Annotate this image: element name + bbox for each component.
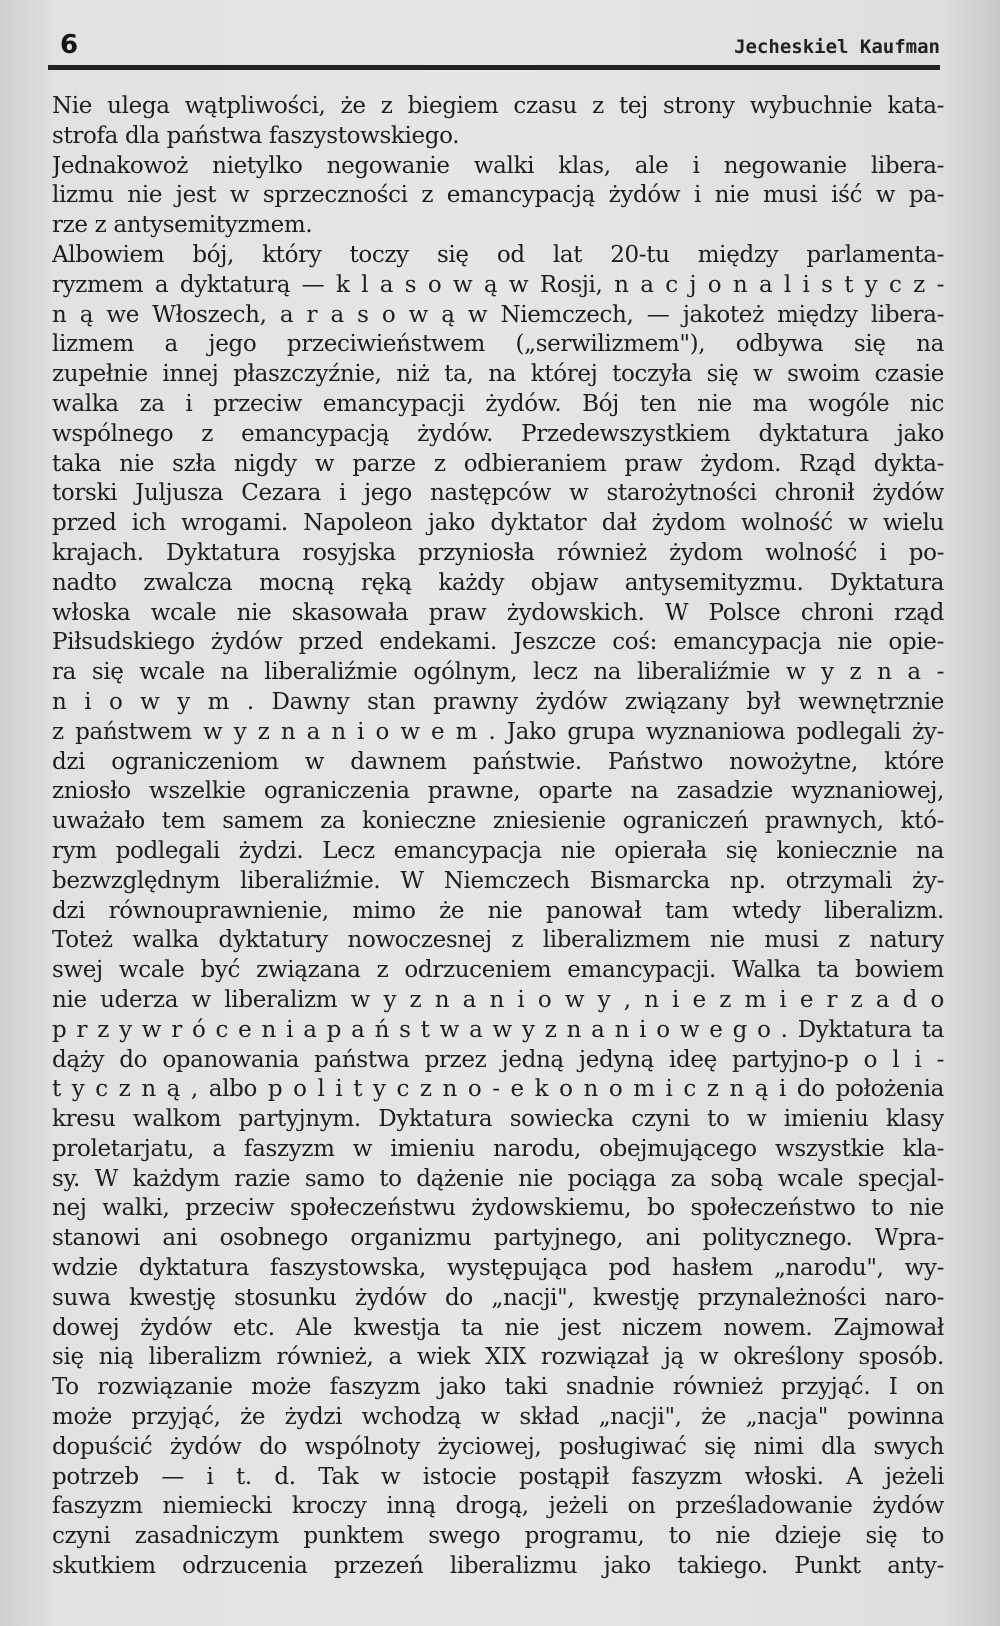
text-line: t y c z n ą , albo p o l i t y c z n o - e k o n o m i c z n ą i do położenia xyxy=(52,1076,944,1103)
text-line: potrzeb — i t. d. Tak w istocie postąpił faszyzm włoski. A jeżeli xyxy=(52,1463,944,1490)
text-line: dąży do opanowania państwa przez jedną jedyną ideę partyjno-p o l i - xyxy=(52,1046,944,1073)
body-text xyxy=(52,92,944,1582)
text-line: walka za i przeciw emancypacji żydów. Bój ten nie ma wogóle nic xyxy=(52,390,944,417)
text-line: zupełnie innej płaszczyźnie, niż ta, na której toczyła się w swoim czasie xyxy=(52,361,944,388)
text-line: krajach. Dyktatura rosyjska przyniosła również żydom wolność i po- xyxy=(52,539,944,566)
text-line: Albowiem bój, który toczy się od lat 20-tu między parlamenta- xyxy=(52,241,944,268)
text-line: nie uderza w liberalizm w y z n a n i o w y , n i e z m i e r z a d o xyxy=(52,986,944,1013)
text-line: dzi ograniczeniom w dawnem państwie. Państwo nowożytne, które xyxy=(52,748,944,775)
text-line: Nie ulega wątpliwości, że z biegiem czasu z tej strony wybuchnie kata- xyxy=(52,93,944,119)
text-line: torski Juljusza Cezara i jego następców w starożytności chronił żydów xyxy=(52,480,944,507)
text-line: lizmu nie jest w sprzeczności z emancypacją żydów i nie musi iść w pa- xyxy=(52,182,944,209)
text-line: proletarjatu, a faszyzm w imieniu narodu, obejmującego wszystkie kla- xyxy=(52,1135,944,1162)
text-line: lizmem a jego przeciwieństwem („serwilizmem"), odbywa się na xyxy=(52,331,944,358)
text-line: n i o w y m . Dawny stan prawny żydów związany był wewnętrznie xyxy=(52,688,944,715)
text-line: Piłsudskiego żydów przed endekami. Jeszcze coś: emancypacja nie opie- xyxy=(52,629,944,656)
text-line: sy. W każdym razie samo to dążenie nie pociąga za sobą wcale specjal- xyxy=(52,1165,944,1192)
text-line: nej walki, przeciw społeczeństwu żydowskiemu, bo społeczeństwo to nie xyxy=(52,1195,944,1222)
text-line: czyni zasadniczym punktem swego programu, to nie dzieje się to xyxy=(52,1523,944,1550)
text-line: włoska wcale nie skasowała praw żydowskich. W Polsce chroni rząd xyxy=(52,599,944,626)
text-line: kresu walkom partyjnym. Dyktatura sowiecka czyni to w imieniu klasy xyxy=(52,1106,944,1133)
text-line: n ą we Włoszech, a r a s o w ą w Niemczech, — jakoteż między libera- xyxy=(52,301,944,328)
text-line: przed ich wrogami. Napoleon jako dyktator dał żydom wolność w wielu xyxy=(52,510,944,537)
text-line: stanowi ani osobnego organizmu partyjnego, ani politycznego. Wpra- xyxy=(52,1225,944,1252)
page-number: 6 xyxy=(60,30,79,60)
text-line: strofa dla państwa faszystowskiego. xyxy=(52,122,460,149)
text-line: bezwzględnym liberaliźmie. W Niemczech Bismarcka np. otrzymali ży- xyxy=(52,867,944,894)
text-line: wdzie dyktatura faszystowska, występująca pod hasłem „narodu", wy- xyxy=(52,1255,944,1282)
text-line: może przyjąć, że żydzi wchodzą w skład „nacji", że „nacja" powinna xyxy=(52,1404,944,1431)
text-line: dowej żydów etc. Ale kwestja ta nie jest niczem nowem. Zajmował xyxy=(52,1314,944,1341)
text-line: z państwem w y z n a n i o w e m . Jako grupa wyznaniowa podlegali ży- xyxy=(52,718,944,745)
text-line: się nią liberalizm również, a wiek XIX rozwiązał ją w określony sposób. xyxy=(52,1344,944,1371)
text-line: skutkiem odrzucenia przezeń liberalizmu jako takiego. Punkt anty- xyxy=(52,1553,944,1580)
text-line: rym podlegali żydzi. Lecz emancypacja nie opierała się koniecznie na xyxy=(52,837,944,864)
text-line: uważało tem samem za konieczne zniesienie ograniczeń prawnych, któ- xyxy=(52,808,944,835)
text-line: rze z antysemityzmem. xyxy=(52,212,313,239)
text-line: taka nie szła nigdy w parze z odbieraniem praw żydom. Rząd dykta- xyxy=(52,450,944,477)
text-line: zniosło wszelkie ograniczenia prawne, oparte na zasadzie wyznaniowej, xyxy=(52,778,944,805)
text-line: dopuścić żydów do wspólnoty życiowej, posługiwać się nimi dla swych xyxy=(52,1433,944,1460)
text-line: wspólnego z emancypacją żydów. Przedewszystkiem dyktatura jako xyxy=(52,420,944,447)
text-line: dzi równouprawnienie, mimo że nie panował tam wtedy liberalizm. xyxy=(52,897,944,924)
running-head: Jecheskiel Kaufman xyxy=(734,36,940,58)
text-line: p r z y w r ó c e n i a p a ń s t w a w y z n a n i o w e g o . Dyktatura ta xyxy=(52,1016,944,1043)
text-line: Toteż walka dyktatury nowoczesnej z liberalizmem nie musi z natury xyxy=(52,927,944,954)
text-line: faszyzm niemiecki kroczy inną drogą, jeżeli on prześladowanie żydów xyxy=(52,1493,944,1520)
text-line: Jednakowoż nietylko negowanie walki klas, ale i negowanie libera- xyxy=(52,152,944,179)
text-line: suwa kwestję stosunku żydów do „nacji", kwestję przynależności naro- xyxy=(52,1284,944,1311)
text-line: ra się wcale na liberaliźmie ogólnym, lecz na liberaliźmie w y z n a - xyxy=(52,659,944,686)
text-line: nadto zwalcza mocną ręką każdy objaw antysemityzmu. Dyktatura xyxy=(52,569,944,596)
text-line: To rozwiązanie może faszyzm jako taki snadnie również przyjąć. I on xyxy=(52,1374,944,1401)
text-line: ryzmem a dyktaturą — k l a s o w ą w Rosji, n a c j o n a l i s t y c z - xyxy=(52,271,944,298)
page-header xyxy=(52,30,940,60)
text-line: swej wcale być związana z odrzuceniem emancypacji. Walka ta bowiem xyxy=(52,957,944,984)
header-rule xyxy=(48,65,940,70)
